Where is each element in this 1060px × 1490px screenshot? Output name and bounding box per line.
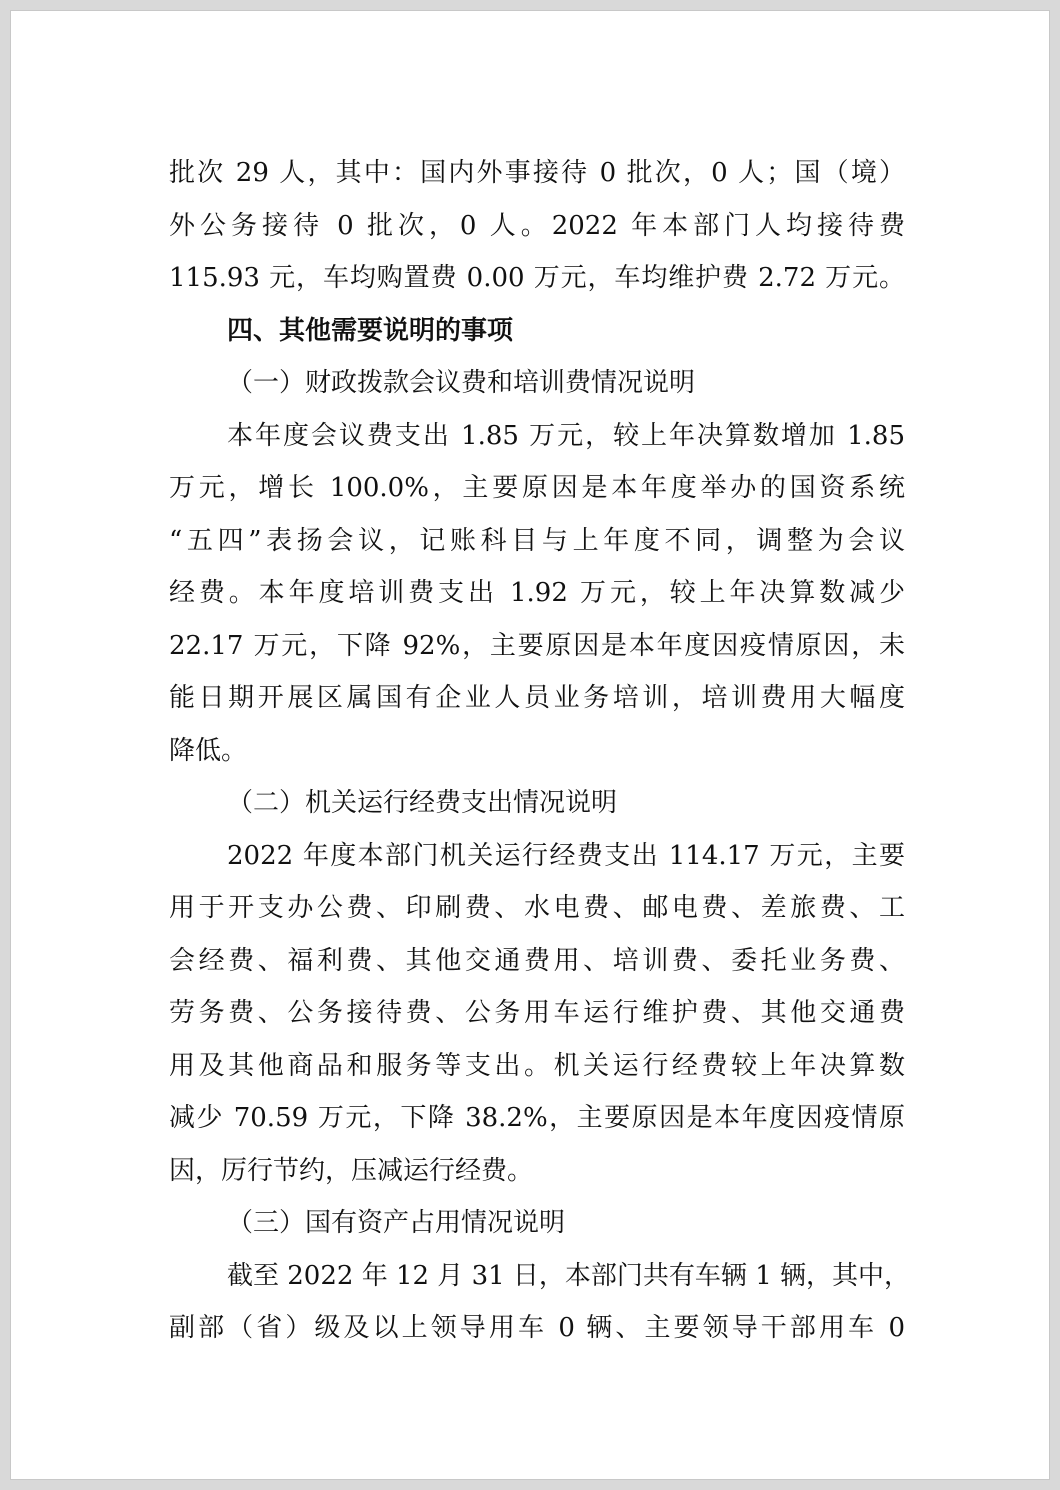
- text-line-1: 批次 29 人，其中：国内外事接待 0 批次，0 人；国（境）: [169, 158, 905, 188]
- text-line-7: 万元，增长 100.0%，主要原因是本年度举办的国资系统: [169, 473, 905, 503]
- text-line-14: 2022 年度本部门机关运行经费支出 114.17 万元，主要: [227, 841, 905, 871]
- text-line-17: 劳务费、公务接待费、公务用车运行维护费、其他交通费: [169, 998, 905, 1028]
- document-page: [10, 10, 1050, 1480]
- text-line-15: 用于开支办公费、印刷费、水电费、邮电费、差旅费、工: [169, 893, 905, 923]
- text-line-19: 减少 70.59 万元，下降 38.2%，主要原因是本年度因疫情原: [169, 1103, 905, 1133]
- text-line-9: 经费。本年度培训费支出 1.92 万元，较上年决算数减少: [169, 578, 905, 608]
- text-line-23: 副部（省）级及以上领导用车 0 辆、主要领导干部用车 0: [169, 1313, 905, 1343]
- text-line-16: 会经费、福利费、其他交通费用、培训费、委托业务费、: [169, 946, 905, 976]
- subsection-heading-1: （一）财政拨款会议费和培训费情况说明: [227, 368, 696, 398]
- text-line-20: 因，厉行节约，压减运行经费。: [169, 1156, 534, 1186]
- text-line-2: 外公务接待 0 批次，0 人。2022 年本部门人均接待费: [169, 211, 905, 241]
- text-line-6: 本年度会议费支出 1.85 万元，较上年决算数增加 1.85: [227, 421, 905, 451]
- subsection-heading-3: （三）国有资产占用情况说明: [227, 1208, 566, 1238]
- text-line-18: 用及其他商品和服务等支出。机关运行经费较上年决算数: [169, 1051, 905, 1081]
- section-heading-4: 四、其他需要说明的事项: [227, 316, 514, 346]
- text-line-3: 115.93 元，车均购置费 0.00 万元，车均维护费 2.72 万元。: [169, 263, 905, 293]
- text-line-11: 能日期开展区属国有企业人员业务培训，培训费用大幅度: [169, 683, 905, 713]
- text-line-22: 截至 2022 年 12 月 31 日，本部门共有车辆 1 辆，其中，: [227, 1261, 910, 1291]
- subsection-heading-2: （二）机关运行经费支出情况说明: [227, 788, 618, 818]
- text-line-10: 22.17 万元，下降 92%，主要原因是本年度因疫情原因，未: [169, 631, 905, 661]
- text-line-8: “五四”表扬会议，记账科目与上年度不同，调整为会议: [169, 526, 905, 556]
- text-line-12: 降低。: [169, 736, 248, 766]
